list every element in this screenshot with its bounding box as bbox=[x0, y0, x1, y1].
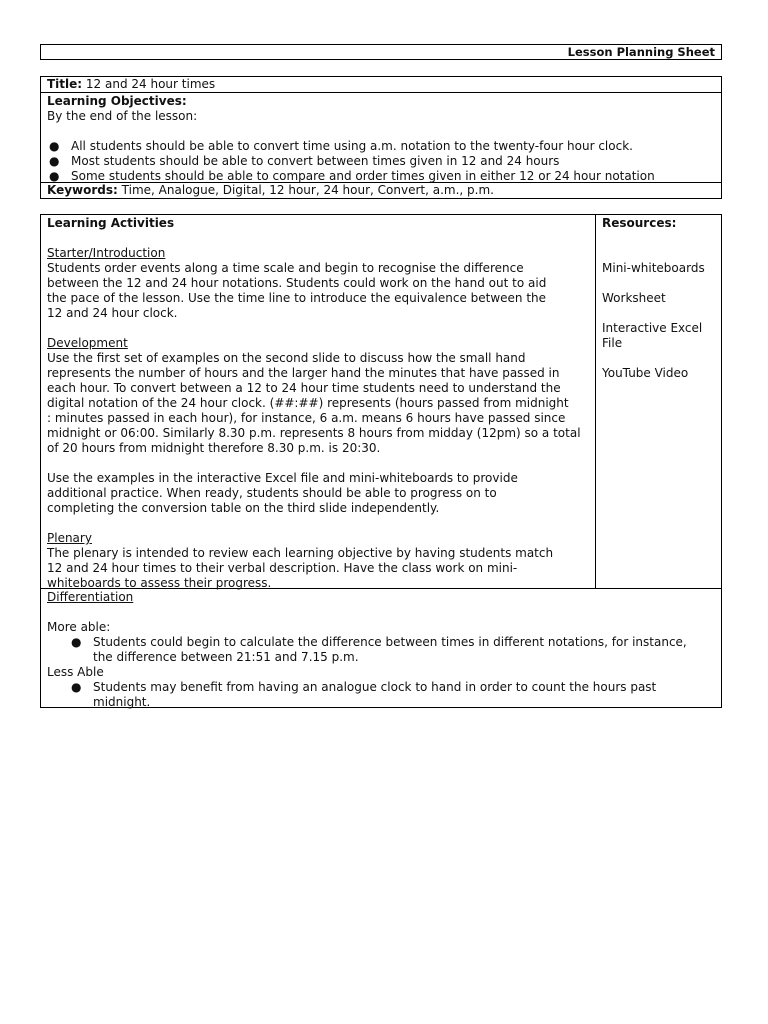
resource-item: File bbox=[602, 336, 623, 350]
practice-line: Use the examples in the interactive Excel file and mini-whiteboards to provide bbox=[47, 471, 518, 485]
objectives-list bbox=[47, 139, 721, 184]
bullet-icon: ● bbox=[49, 139, 60, 153]
development-line: midnight or 06:00. Similarly 8.30 p.m. represents 8 hours from midday (12pm) so a total bbox=[47, 426, 581, 440]
development-line: : minutes passed in each hour), for instance, 6 a.m. means 6 hours have passed since bbox=[47, 411, 566, 425]
development-line: digital notation of the 24 hour clock. (##:##) represents (hours passed from midnight bbox=[47, 396, 569, 410]
more-able-label: More able: bbox=[47, 620, 111, 634]
starter-line: 12 and 24 hour clock. bbox=[47, 306, 178, 320]
title-label: Title: bbox=[47, 77, 83, 91]
practice-line: completing the conversion table on the third slide independently. bbox=[47, 501, 440, 515]
keywords-value: Time, Analogue, Digital, 12 hour, 24 hour, Convert, a.m., p.m. bbox=[121, 183, 494, 197]
development-line: represents the number of hours and the larger hand the minutes that have passed in bbox=[47, 366, 560, 380]
more-able-item: ● Students could begin to calculate the difference between times in different notations, for instance, the difference between 21:51 and 7.15 p.m. bbox=[71, 635, 687, 664]
less-able-label: Less Able bbox=[47, 665, 104, 679]
less-able-item: ● Students may benefit from having an analogue clock to hand in order to count the hours past midnight. bbox=[71, 680, 657, 709]
plenary-line: 12 and 24 hour times to their verbal description. Have the class work on mini- bbox=[47, 561, 518, 575]
resources-cell bbox=[596, 215, 721, 589]
activities-heading: Learning Activities bbox=[47, 216, 175, 230]
development-heading: Development bbox=[47, 336, 128, 350]
objective-item: ● All students should be able to convert time using a.m. notation to the twenty-four hour clock. bbox=[49, 139, 633, 153]
plenary-line: whiteboards to assess their progress. bbox=[47, 576, 272, 590]
resource-item: Worksheet bbox=[602, 291, 666, 305]
keywords-label: Keywords: bbox=[47, 183, 118, 197]
bullet-icon: ● bbox=[49, 154, 60, 168]
starter-line: Students order events along a time scale and begin to recognise the difference bbox=[47, 261, 524, 275]
objective-item: ● Most students should be able to convert between times given in 12 and 24 hours bbox=[49, 154, 560, 168]
bullet-icon: ● bbox=[71, 680, 82, 694]
objectives-label: Learning Objectives: bbox=[47, 94, 187, 108]
title-row bbox=[41, 77, 721, 93]
plenary-line: The plenary is intended to review each learning objective by having students match bbox=[47, 546, 554, 560]
less-able-list bbox=[47, 680, 715, 710]
keywords-row bbox=[41, 183, 721, 198]
resource-item: YouTube Video bbox=[602, 366, 689, 380]
development-line: each hour. To convert between a 12 to 24 hour time students need to understand the bbox=[47, 381, 561, 395]
resources-heading: Resources: bbox=[602, 216, 677, 230]
objectives-row bbox=[41, 93, 721, 183]
starter-line: the pace of the lesson. Use the time line to introduce the equivalence between the bbox=[47, 291, 547, 305]
header-box bbox=[40, 44, 722, 60]
starter-heading: Starter/Introduction bbox=[47, 246, 166, 260]
resource-item: Interactive Excel bbox=[602, 321, 703, 335]
practice-line: additional practice. When ready, students should be able to progress on to bbox=[47, 486, 497, 500]
sheet-title: Lesson Planning Sheet bbox=[567, 45, 715, 59]
more-able-list bbox=[47, 635, 715, 665]
title-objectives-table bbox=[40, 76, 722, 199]
objectives-intro: By the end of the lesson: bbox=[47, 109, 198, 123]
development-line: Use the first set of examples on the second slide to discuss how the small hand bbox=[47, 351, 526, 365]
bullet-icon: ● bbox=[49, 169, 60, 183]
resource-item: Mini-whiteboards bbox=[602, 261, 705, 275]
differentiation-cell bbox=[41, 589, 721, 707]
activities-table bbox=[40, 214, 722, 708]
differentiation-heading: Differentiation bbox=[47, 590, 134, 604]
objective-item: ● Some students should be able to compare and order times given in either 12 or 24 hour notation bbox=[49, 169, 655, 183]
development-line: of 20 hours from midnight therefore 8.30 p.m. is 20:30. bbox=[47, 441, 381, 455]
plenary-heading: Plenary bbox=[47, 531, 92, 545]
bullet-icon: ● bbox=[71, 635, 82, 649]
title-value: 12 and 24 hour times bbox=[85, 77, 216, 91]
learning-activities-cell bbox=[41, 215, 596, 589]
starter-line: between the 12 and 24 hour notations. Students could work on the hand out to aid bbox=[47, 276, 547, 290]
